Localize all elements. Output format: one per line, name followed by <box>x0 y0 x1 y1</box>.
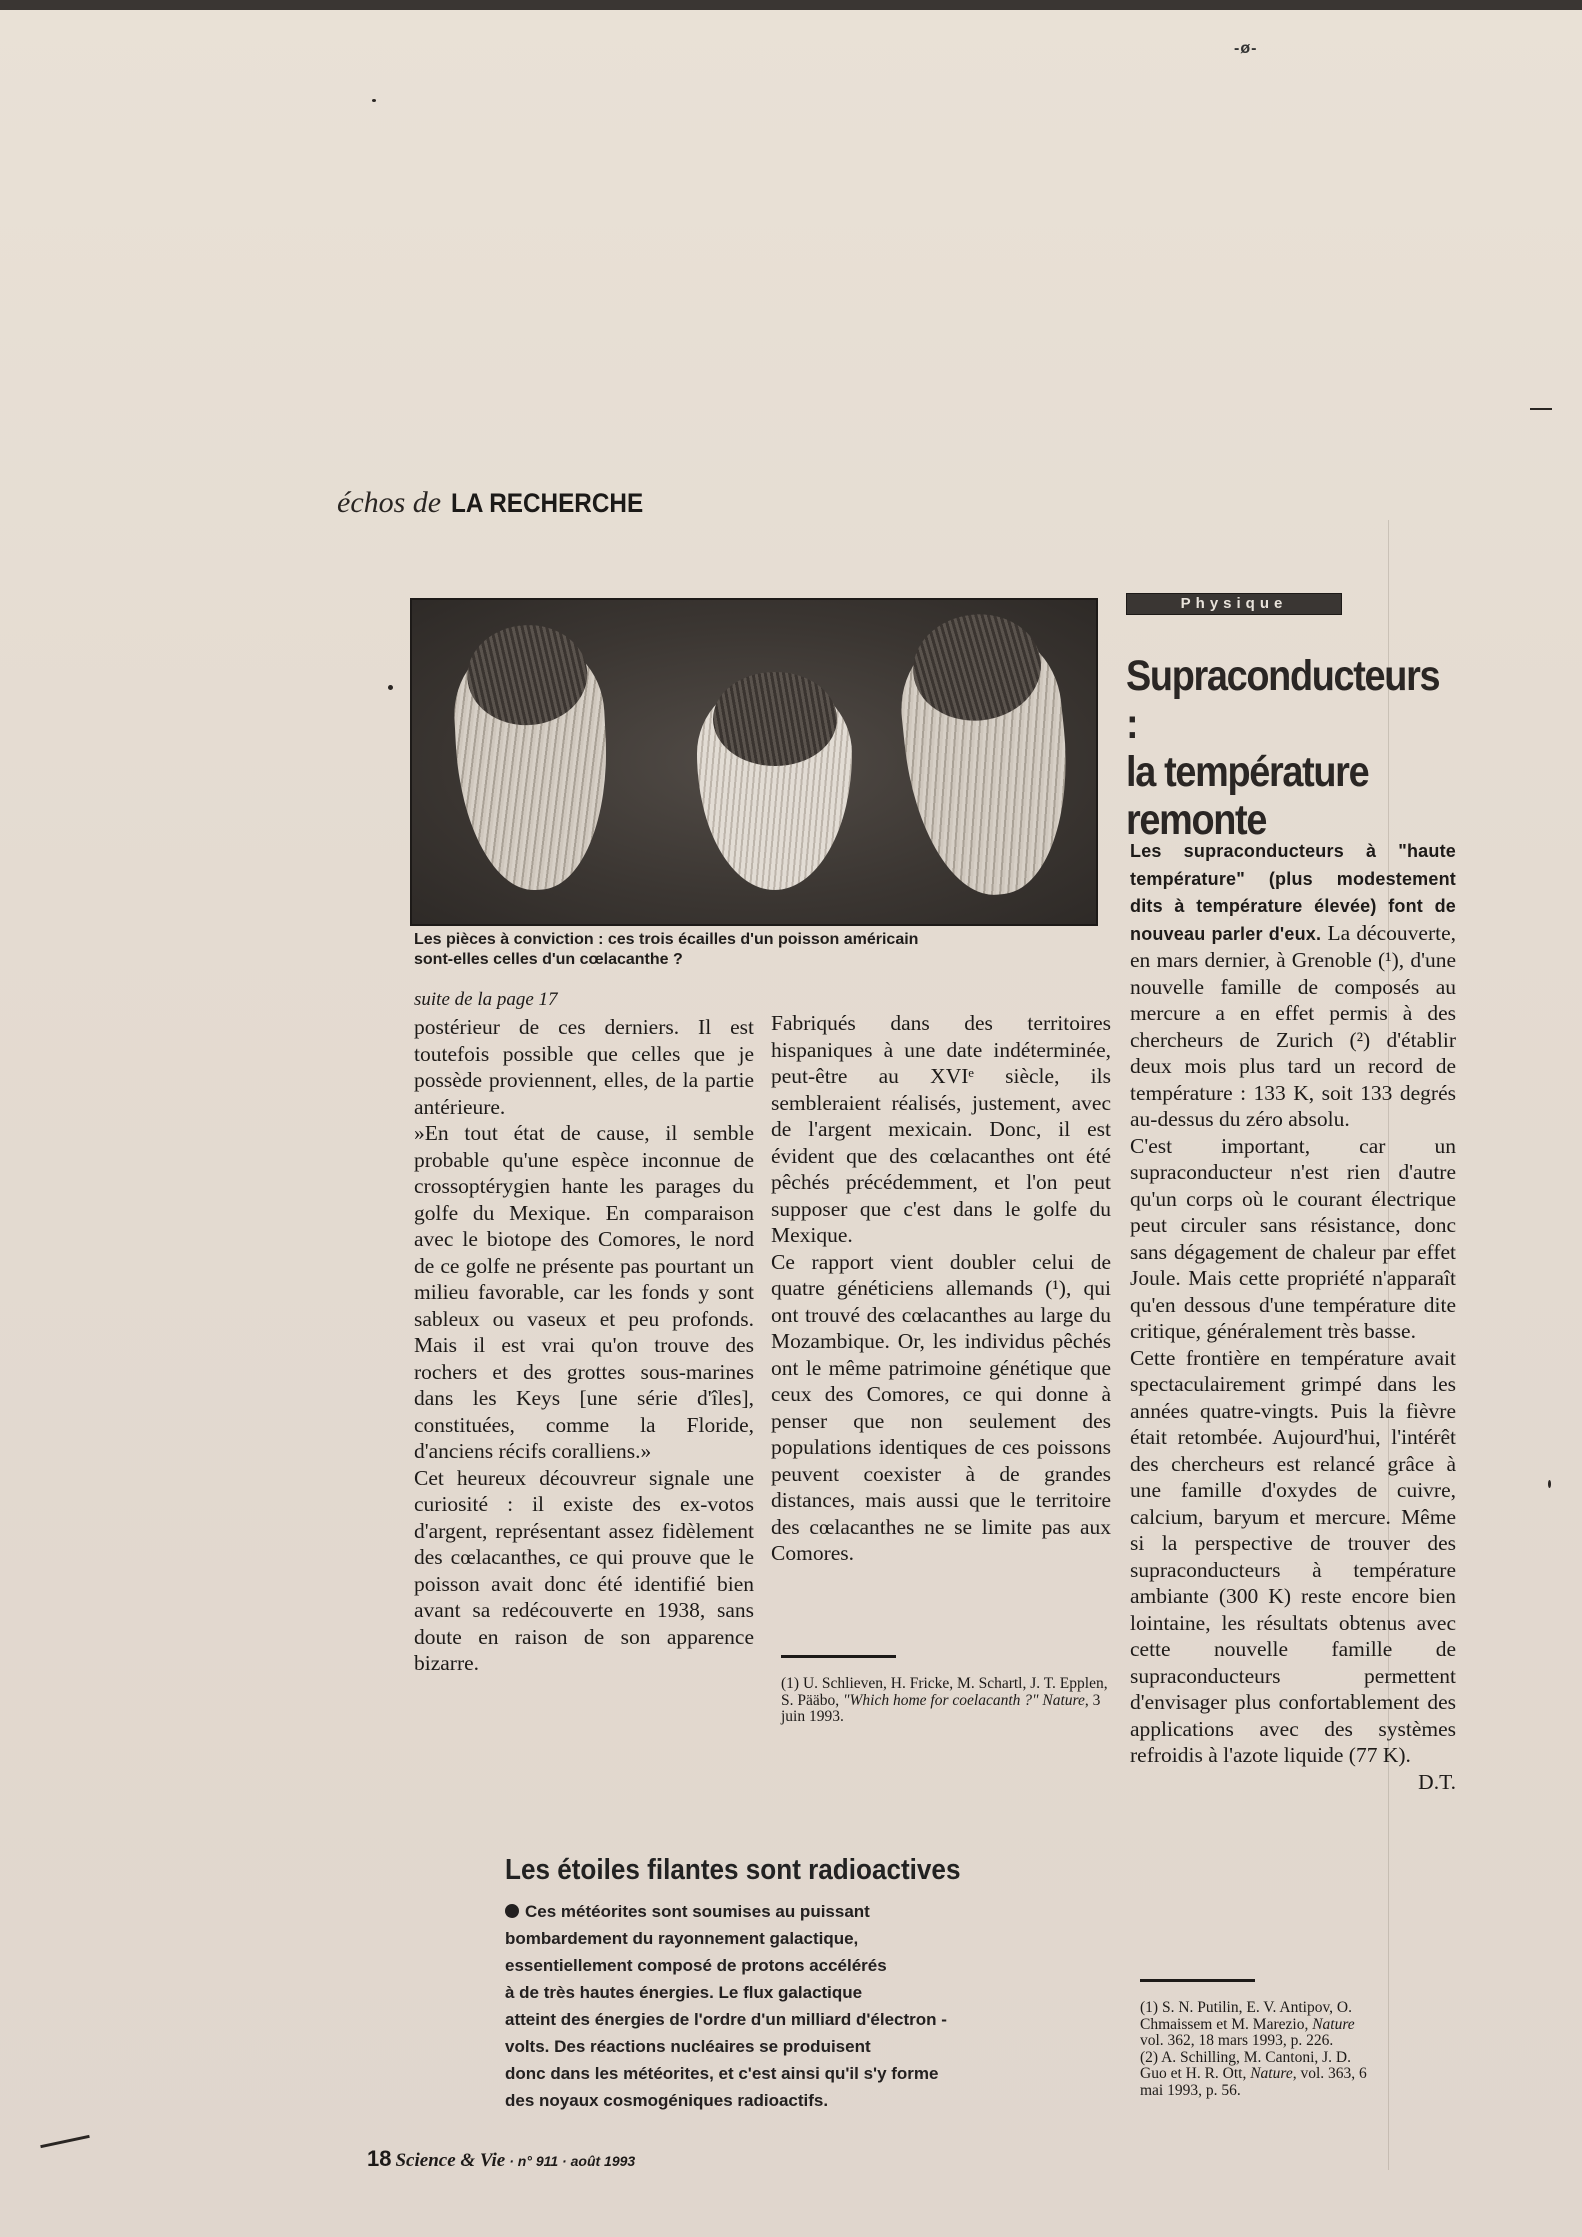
footnote-divider <box>781 1655 896 1658</box>
scan-speck <box>388 685 393 690</box>
magazine-name: Science & Vie <box>395 2150 506 2171</box>
scan-speck <box>1548 1480 1551 1488</box>
paragraph: Fabriqués dans des territoires hispaniques à une date indéterminée, peut-être au XVIᵉ siècle, ils sembleraient réalisés, justement, avec de l'argent mexicain. Donc, il est évident que des cœlacanthes ont été pêchés précédemment, et l'on peut supposer que c'est dans le golfe du Mexique. <box>771 1011 1111 1247</box>
page-number: 18 <box>367 2146 392 2171</box>
scale-image-right <box>894 622 1081 902</box>
scan-speck <box>372 99 376 102</box>
coelacanth-column-2 <box>771 1010 1111 1567</box>
page-top-mark: -ø- <box>1234 40 1258 57</box>
continuation-note: suite de la page 17 <box>414 989 558 1010</box>
paragraph: Les supraconducteurs à "haute température" (plus modestement dits à température élevée) font de nouveau parler d'eux. La découverte, en mars dernier, à Grenoble (¹), d'une nouvelle famille de composés au mercure a en effet permis à des chercheurs de Zurich (²) d'établir deux mois plus tard un record de température : 133 K, soit 133 degrés au-dessus du zéro absolu. <box>1130 841 1457 1131</box>
bullet-icon <box>505 1904 519 1918</box>
section-title: LA RECHERCHE <box>451 488 644 518</box>
body-line: atteint des énergies de l'ordre d'un milliard d'électron - <box>505 2010 947 2029</box>
author-signature: D.T. <box>1418 1769 1456 1794</box>
section-prefix: échos de <box>337 486 442 519</box>
body-line: essentiellement composé de protons accélérés <box>505 1956 887 1975</box>
footnote: (1) S. N. Putilin, E. V. Antipov, O. Chmaissem et M. Marezio, Nature vol. 362, 18 mars 1993, p. 226. <box>1140 1999 1355 2049</box>
issue-info: · n° 911 · août 1993 <box>509 2153 636 2169</box>
scan-top-edge <box>0 0 1582 10</box>
body-line: des noyaux cosmogéniques radioactifs. <box>505 2091 829 2110</box>
caption-line: Les pièces à conviction : ces trois écailles d'un poisson américain <box>414 931 919 948</box>
coelacanth-footnote: (1) U. Schlieven, H. Fricke, M. Schartl, J. T. Epplen, S. Pääbo, "Which home for coelacanth ?" Nature, 3 juin 1993. <box>781 1675 1108 1725</box>
footnote-divider <box>1140 1979 1255 1982</box>
paragraph: postérieur de ces derniers. Il est toutefois possible que celles que je possède proviennent, elles, de la partie antérieure. <box>414 1015 754 1119</box>
scan-speck <box>1530 408 1552 410</box>
body-line: donc dans les météorites, et c'est ainsi qu'il s'y forme <box>505 2064 939 2083</box>
body-line: à de très hautes énergies. Le flux galactique <box>505 1983 863 2002</box>
photo-caption <box>414 930 1094 970</box>
physics-headline: Supraconducteurs : la température remonte <box>1126 652 1440 844</box>
meteor-body: Ces météorites sont soumises au puissant bombardement du rayonnement galactique, essentiellement composé de protons accélérés à de très hautes énergies. Le flux galactique atteint des énergies de l'ordre d'un milliard d'électron - volts. Des réactions nucléaires se produisent donc dans les météorites, et c'est ainsi qu'il s'y forme des noyaux cosmogéniques radioactifs. <box>505 1898 1025 2114</box>
paragraph: Ce rapport vient doubler celui de quatre généticiens allemands (¹), qui ont trouvé des cœlacanthes au large du Mozambique. Or, les individus pêchés ont le même patrimoine génétique que ceux des Comores, ce qui donne à penser que non seulement des populations identiques de ces poissons peuvent coexister à de grandes distances, mais aussi que le territoire des cœlacanthes ne se limite pas aux Comores. <box>771 1249 1111 1565</box>
body-line: bombardement du rayonnement galactique, <box>505 1929 859 1948</box>
coelacanth-column-1 <box>414 988 754 1677</box>
paragraph: Cette frontière en température avait spectaculairement grimpé dans les années quatre-vingts. Puis la fièvre était retombée. Aujourd'hui, l'intérêt des chercheurs est relancé grâce à une famille d'oxydes de cuivre, calcium, baryum et mercure. Même si la perspective de trouver des supraconducteurs à température ambiante (300 K) reste encore bien lointaine, les résultats obtenus avec cette nouvelle famille de supraconducteurs permettent d'envisager plus confortablement des applications avec des systèmes refroidis à l'azote liquide (77 K). <box>1130 1345 1456 1767</box>
scale-image-left <box>451 636 614 894</box>
physics-footnotes <box>1140 2000 1380 2099</box>
caption-line: sont-elles celles d'un cœlacanthe ? <box>414 951 683 968</box>
paragraph: Cet heureux découvreur signale une curiosité : il existe des ex-votos d'argent, représentant assez fidèlement des cœlacanthes, ce qui prouve que le poisson avait donc été identifié bien avant sa redécouverte en 1938, sans doute en raison de son apparence bizarre. <box>414 1465 754 1675</box>
paragraph: »En tout état de cause, il semble probable qu'une espèce inconnue de crossoptérygien hante les parages du golfe du Mexique. En comparaison avec le biotope des Comores, le nord de ce golfe ne présente pas pourtant un milieu favorable, car les fonds y sont sableux ou vaseux et peu profonds. Mais il est vrai qu'on trouve des rochers et des grottes sous-marines dans les Keys [une série d'îles], constituées, comme la Floride, d'anciens récifs coralliens.» <box>414 1121 754 1463</box>
body-line: volts. Des réactions nucléaires se produisent <box>505 2037 871 2056</box>
physics-body <box>1130 837 1456 1795</box>
rubric-physique: Physique <box>1126 593 1342 615</box>
physics-lead: Les supraconducteurs à "haute température" (plus modestement dits à température élevée) font de nouveau parler d'eux. <box>1130 841 1456 944</box>
coelacanth-scales-photo <box>410 598 1098 926</box>
section-header <box>337 486 665 520</box>
scale-image-center <box>697 680 852 890</box>
meteor-headline: Les étoiles filantes sont radioactives <box>505 1854 961 1886</box>
footnote: (2) A. Schilling, M. Cantoni, J. D. Guo et H. R. Ott, Nature, vol. 363, 6 mai 1993, p. 56. <box>1140 2048 1367 2099</box>
paragraph: C'est important, car un supraconducteur n'est rien d'autre qu'un corps où le courant électrique peut circuler sans résistance, donc sans dégagement de chaleur par effet Joule. Mais cette propriété n'apparaît qu'en dessous d'une température dite critique, généralement très basse. <box>1130 1133 1456 1343</box>
page-folio <box>367 2146 635 2172</box>
